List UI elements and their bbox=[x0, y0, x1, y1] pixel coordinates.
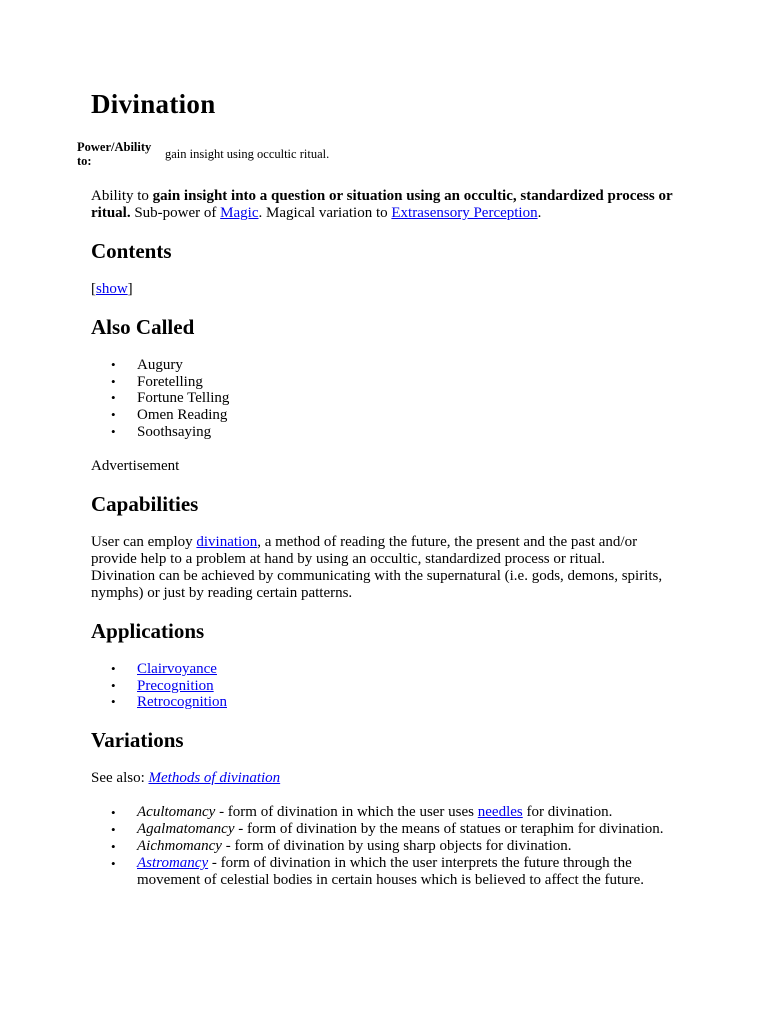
page-title: Divination bbox=[91, 89, 216, 119]
contents-show-toggle[interactable]: show bbox=[96, 281, 128, 297]
also-called-heading: Also Called bbox=[91, 315, 195, 339]
variation-term: Agalmatomancy bbox=[137, 821, 235, 837]
capabilities-paragraph bbox=[91, 534, 669, 602]
list-item bbox=[91, 821, 681, 838]
see-also-line bbox=[91, 770, 280, 787]
contents-bracket-open: [ bbox=[91, 281, 96, 297]
variation-description: - form of divination in which the user interprets the future through the movement of celestial bodies in certain houses which is believed to affect the future. bbox=[137, 855, 645, 888]
variation-description: - form of divination in which the user uses bbox=[215, 804, 478, 820]
variation-description-end: for divination. bbox=[522, 804, 613, 820]
applications-heading: Applications bbox=[91, 619, 205, 643]
precognition-link[interactable]: Precognition bbox=[137, 677, 214, 694]
list-item bbox=[91, 855, 681, 889]
variation-description: - form of divination by the means of statues or teraphim for divination. bbox=[234, 821, 664, 837]
list-item: • Foretelling bbox=[91, 374, 229, 391]
list-item: • Soothsaying bbox=[91, 424, 229, 441]
power-ability-value: gain insight using occultic ritual. bbox=[165, 147, 330, 161]
clairvoyance-link[interactable]: Clairvoyance bbox=[137, 661, 217, 677]
capabilities-prefix: User can employ bbox=[91, 534, 197, 550]
also-called-list bbox=[91, 357, 229, 441]
contents-bracket-close: ] bbox=[127, 281, 133, 297]
advertisement-label: Advertisement bbox=[91, 458, 180, 474]
see-also-prefix: See also: bbox=[91, 770, 149, 786]
list-item bbox=[91, 838, 681, 855]
list-item bbox=[91, 694, 227, 711]
intro-variation-text: . Magical variation to bbox=[258, 205, 392, 221]
intro-suffix: . bbox=[537, 205, 542, 221]
list-item bbox=[91, 661, 227, 678]
retrocognition-link[interactable]: Retrocognition bbox=[137, 694, 227, 711]
capabilities-text: , a method of reading the future, the present and the past and/or provide help to a problem at hand by using an occultic, standardized process or ritual. Divination can be achieved by communicating with the supernatural (i.e. gods, demons, spirits, nymphs) or just by reading certain patterns. bbox=[91, 534, 663, 601]
intro-bold-definition: gain insight into a question or situation using an occultic, standardized process or ritual. bbox=[91, 188, 673, 221]
magic-link[interactable]: Magic bbox=[220, 205, 259, 221]
power-ability-label: Power/Ability to: bbox=[77, 140, 152, 168]
list-item bbox=[91, 678, 227, 695]
astromancy-link[interactable]: Astromancy bbox=[137, 855, 209, 871]
needles-link[interactable]: needles bbox=[477, 804, 523, 820]
intro-sub-power-text: Sub-power of bbox=[130, 205, 221, 221]
capabilities-heading: Capabilities bbox=[91, 492, 199, 516]
list-item: • Augury bbox=[91, 357, 229, 374]
intro-prefix: Ability to bbox=[91, 188, 153, 204]
contents-toggle-row bbox=[91, 281, 133, 298]
contents-heading: Contents bbox=[91, 239, 172, 263]
variation-description: - form of divination by using sharp objects for divination. bbox=[221, 838, 572, 854]
variations-list bbox=[91, 804, 681, 889]
variation-term: Aichmomancy bbox=[137, 838, 222, 854]
list-item: • Fortune Telling bbox=[91, 390, 229, 407]
variations-heading: Variations bbox=[91, 728, 184, 752]
applications-list bbox=[91, 661, 227, 711]
intro-paragraph bbox=[91, 188, 691, 222]
methods-of-divination-link[interactable]: Methods of divination bbox=[148, 770, 281, 786]
variation-term: Acultomancy bbox=[137, 804, 216, 820]
list-item bbox=[91, 804, 681, 821]
extrasensory-perception-link[interactable]: Extrasensory Perception bbox=[391, 205, 538, 221]
divination-link[interactable]: divination bbox=[196, 534, 258, 550]
list-item: • Omen Reading bbox=[91, 407, 229, 424]
